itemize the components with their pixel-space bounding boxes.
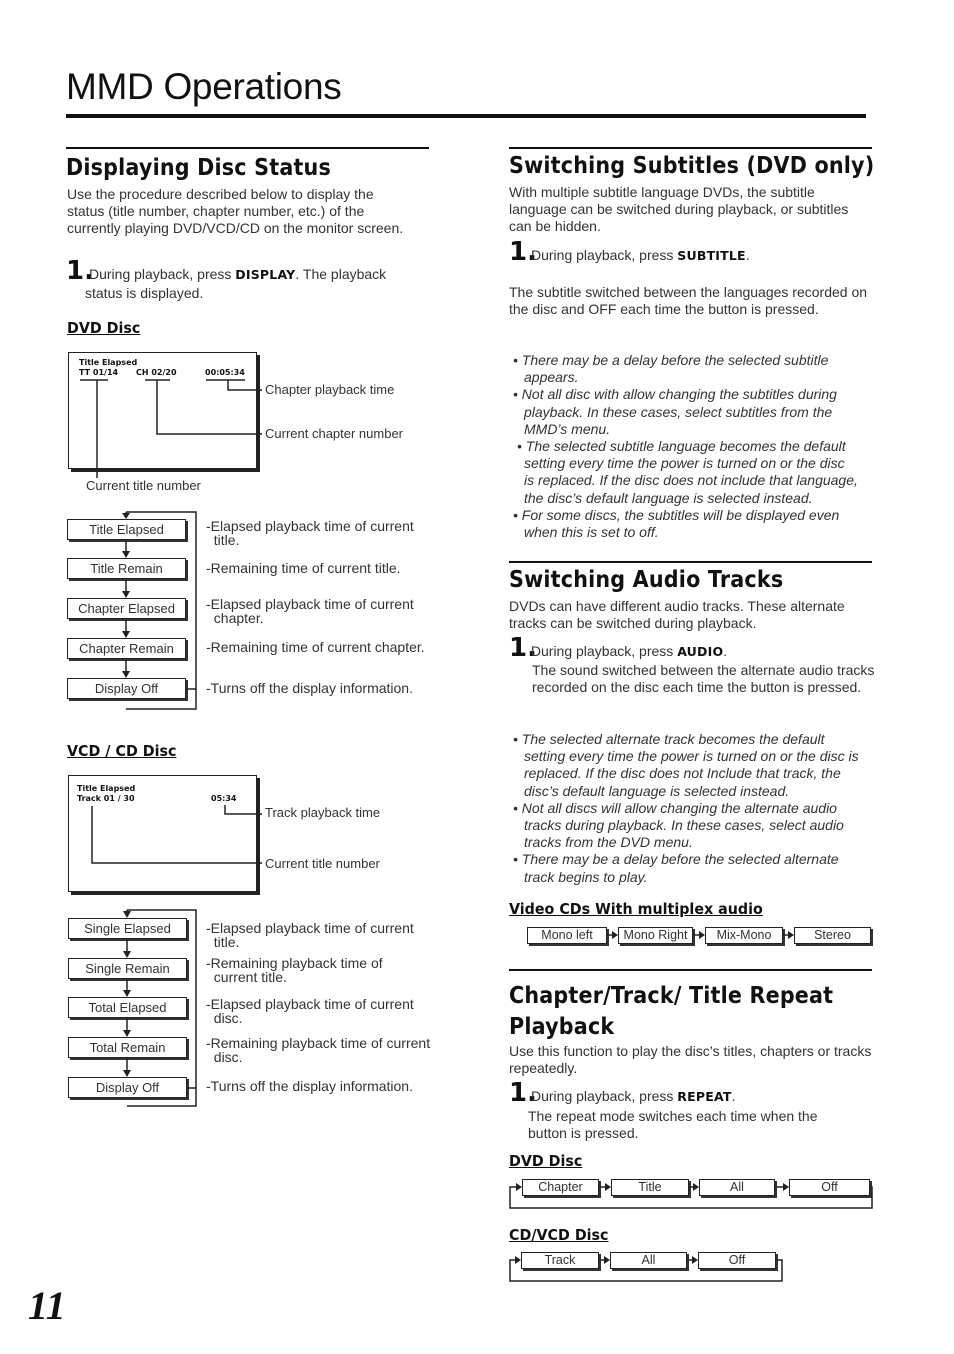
repeat-cd-vcd-disc-label: CD/VCD Disc: [509, 1226, 609, 1244]
callout-chapter-playback-time: Chapter playback time: [265, 382, 395, 397]
vcd-cd-disc-label: VCD / CD Disc: [67, 742, 177, 760]
osd-track-number: Track 01 / 30: [77, 794, 135, 803]
mode-arrow-head: [604, 1256, 610, 1264]
flow-arrow-head: [122, 671, 130, 678]
mode-box-stereo: Stereo: [794, 927, 871, 944]
flow-desc: -Elapsed playback time of current title.: [206, 920, 414, 950]
flow-arrow-head: [122, 513, 130, 519]
mode-box-title: Title: [611, 1179, 689, 1196]
osd-chapter-number: CH 02/20: [136, 368, 177, 377]
flow-desc: -Remaining playback time of current disc.: [206, 1035, 431, 1065]
mode-box-off: Off: [789, 1179, 870, 1196]
disc-status-intro: Use the procedure described below to display the status (title number, chapter number, etc.) of the currently playing DVD/VCD/CD on the monitor screen.: [67, 186, 404, 237]
mode-loop-head: [516, 1183, 522, 1191]
flow-desc: -Remaining time of current chapter.: [206, 639, 425, 655]
mode-arrow-head: [692, 1256, 698, 1264]
flow-loop: [126, 689, 196, 709]
repeat-dvd-disc-label: DVD Disc: [509, 1152, 583, 1170]
dvd-disc-label: DVD Disc: [67, 319, 141, 337]
mode-box-mono-left: Mono left: [527, 927, 607, 944]
audio-heading: Switching Audio Tracks: [509, 567, 784, 593]
flow-box-title-elapsed: Title Elapsed: [67, 519, 186, 540]
callout-current-chapter-number: Current chapter number: [265, 426, 404, 441]
flow-desc: -Elapsed playback time of current title.: [206, 518, 414, 548]
flow-loop: [127, 910, 196, 1088]
flow-desc: -Remaining time of current title.: [206, 560, 401, 576]
callout-line-chapter-time: [228, 380, 262, 390]
mode-box-all: All: [699, 1179, 775, 1196]
note-item: • The selected alternate track becomes the default setting every time the power is turned on or the disc is replaced. If the disc does not Include that track, the disc’s default language is selected instead.: [513, 731, 859, 799]
callout-current-title-number: Current title number: [265, 856, 380, 871]
mode-loop: [510, 1260, 782, 1281]
mode-arrow-head: [693, 1183, 699, 1191]
flow-arrow-head: [122, 591, 130, 598]
flow-box-total-remain: Total Remain: [68, 1037, 187, 1058]
step-number: 1.: [509, 1078, 537, 1108]
flow-box-total-elapsed: Total Elapsed: [68, 997, 187, 1018]
callout-line-track-time: [225, 805, 262, 814]
audio-step: During playback, press AUDIO.: [527, 643, 728, 659]
page-title: MMD Operations: [66, 66, 342, 107]
osd-title-elapsed: Title Elapsed: [77, 784, 136, 793]
disc-status-heading: Displaying Disc Status: [66, 155, 331, 181]
flow-desc: -Turns off the display information.: [206, 1078, 413, 1094]
flow-box-single-remain: Single Remain: [68, 958, 187, 979]
flow-arrow-head: [123, 951, 131, 958]
step-number: 1.: [509, 633, 537, 663]
flow-desc: -Turns off the display information.: [206, 680, 413, 696]
callout-current-title-number: Current title number: [86, 478, 201, 493]
subtitles-step: During playback, press SUBTITLE.: [531, 247, 750, 263]
callout-track-playback-time: Track playback time: [265, 805, 381, 820]
flow-arrow-head: [123, 990, 131, 997]
flow-box-single-elapsed: Single Elapsed: [68, 918, 187, 939]
repeat-intro: Use this function to play the disc’s titles, chapters or tracks repeatedly.: [509, 1043, 872, 1077]
repeat-desc: The repeat mode switches each time when the button is pressed.: [528, 1108, 818, 1142]
disc-status-step-cont: status is displayed.: [85, 285, 204, 301]
mode-arrow-head: [605, 1183, 611, 1191]
disc-status-step: During playback, press DISPLAY. The playback: [89, 266, 387, 282]
osd-title-elapsed: Title Elapsed: [79, 358, 138, 367]
mode-box-mix-mono: Mix-Mono: [705, 927, 783, 944]
step-number: 1.: [509, 237, 537, 267]
audio-intro: DVDs can have different audio tracks. These alternate tracks can be switched during playback.: [509, 598, 845, 632]
video-cd-multiplex-label: Video CDs With multiplex audio: [509, 900, 763, 918]
flow-box-chapter-elapsed: Chapter Elapsed: [67, 598, 186, 619]
mode-arrow-head: [612, 931, 618, 939]
flow-desc: -Elapsed playback time of current disc.: [206, 996, 414, 1026]
flow-box-title-remain: Title Remain: [67, 558, 186, 579]
flow-desc: -Elapsed playback time of current chapter.: [206, 596, 414, 626]
flow-box-display-off: Display Off: [68, 1077, 187, 1098]
repeat-heading: Chapter/Track/ Title Repeat Playback: [509, 983, 834, 1040]
subtitles-intro: With multiple subtitle language DVDs, the subtitle language can be switched during playback, or subtitles can be hidden.: [509, 184, 849, 235]
mode-box-chapter: Chapter: [522, 1179, 599, 1196]
mode-arrow-head: [699, 931, 705, 939]
step-number: 1.: [66, 256, 94, 286]
mode-loop: [510, 1187, 872, 1208]
note-item: • Not all disc with allow changing the subtitles during playback. In these cases, select subtitles from the MMD’s menu.: [513, 386, 837, 437]
mode-box-off: Off: [698, 1252, 776, 1269]
mode-arrow-head: [788, 931, 794, 939]
osd-track-time: 05:34: [211, 794, 237, 803]
note-item: • For some discs, the subtitles will be displayed even when this is set to off.: [513, 506, 840, 541]
repeat-step: During playback, press REPEAT.: [531, 1088, 736, 1104]
subtitles-heading: Switching Subtitles (DVD only): [509, 153, 875, 179]
mode-loop-head: [515, 1256, 521, 1264]
flow-box-chapter-remain: Chapter Remain: [67, 638, 186, 659]
flow-arrow-head: [123, 911, 131, 918]
note-item: • The selected subtitle language becomes the default setting every time the power is turned on or the disc is replaced. If the disc does not include that language, the disc’s default language is selected instead.: [517, 438, 858, 506]
flow-loop: [127, 1088, 196, 1106]
page-number: 11: [28, 1283, 66, 1328]
mode-box-track: Track: [521, 1252, 599, 1269]
mode-box-all: All: [610, 1252, 687, 1269]
subtitles-desc: The subtitle switched between the languages recorded on the disc and OFF each time the button is pressed.: [509, 284, 868, 318]
flow-arrow-head: [122, 551, 130, 558]
mode-arrow-head: [783, 1183, 789, 1191]
callout-line-chapter-number: [157, 380, 262, 434]
flow-box-display-off: Display Off: [67, 678, 186, 699]
audio-desc: The sound switched between the alternate audio tracks recorded on the disc each time the button is pressed.: [532, 662, 875, 696]
osd-chapter-time: 00:05:34: [205, 368, 245, 377]
osd-title-number: TT 01/14: [79, 368, 119, 377]
flow-arrow-head: [123, 1030, 131, 1037]
note-item: • There may be a delay before the selected alternate track begins to play.: [513, 851, 839, 885]
mode-box-mono-right: Mono Right: [618, 927, 693, 944]
flow-arrow-head: [122, 631, 130, 638]
note-item: • There may be a delay before the selected subtitle appears.: [513, 352, 829, 386]
flow-loop: [126, 512, 196, 689]
note-item: • Not all discs will allow changing the alternate audio tracks during playback. In these cases, select audio tracks from the DVD menu.: [513, 799, 844, 851]
flow-desc: -Remaining playback time of current title.: [206, 955, 383, 985]
flow-arrow-head: [123, 1070, 131, 1077]
